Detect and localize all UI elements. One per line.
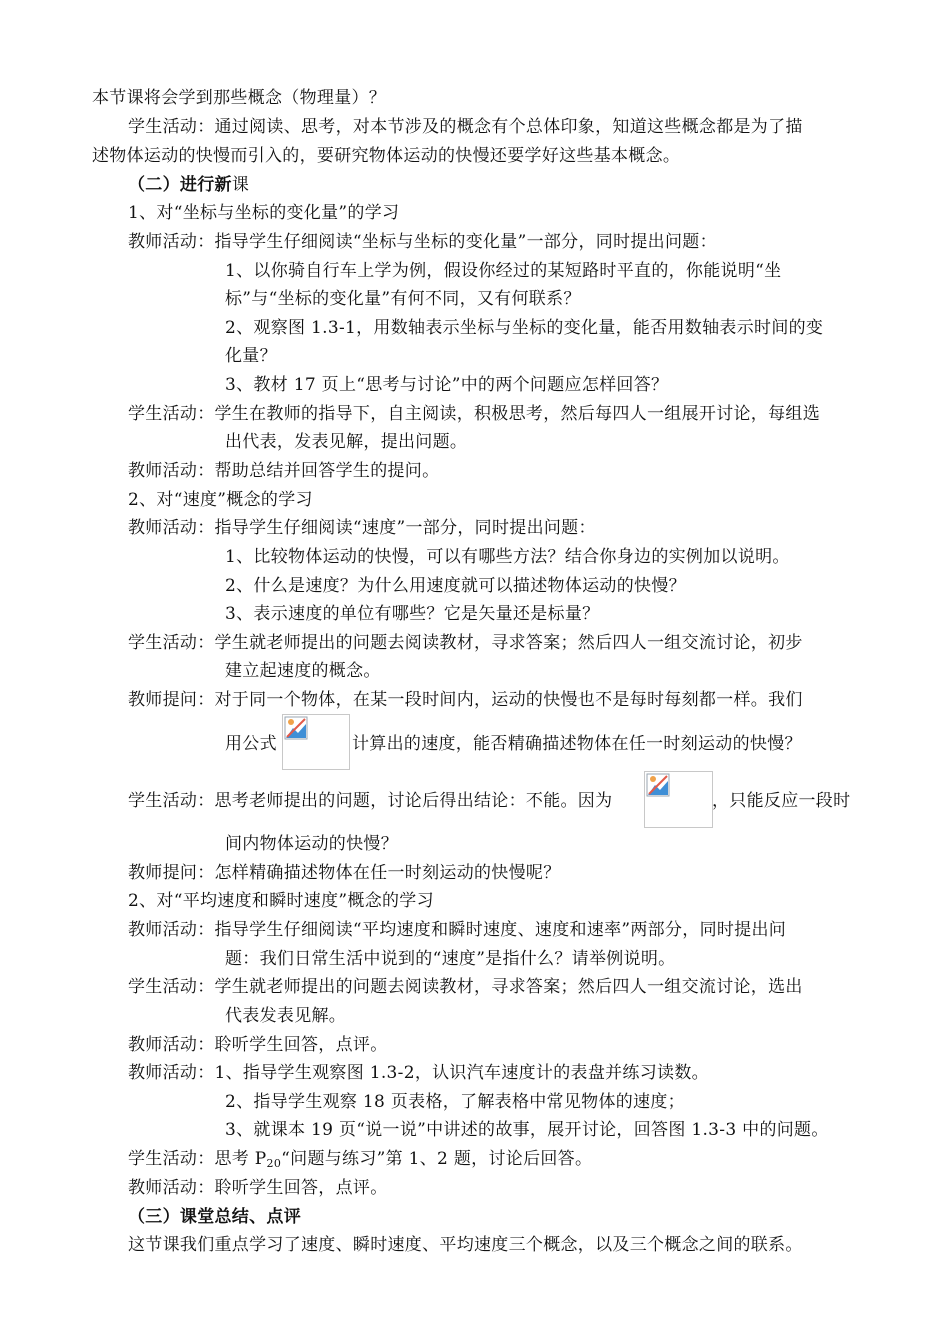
text-line: 学生活动：学生在教师的指导下，自主阅读，积极思考，然后每四人一组展开讨论，每组选 xyxy=(128,404,820,424)
text-line: 题：我们日常生活中说到的“速度”是指什么？请举例说明。 xyxy=(225,949,676,969)
text-line: 这节课我们重点学习了速度、瞬时速度、平均速度三个概念，以及三个概念之间的联系。 xyxy=(128,1235,803,1255)
text-line: 学生活动：通过阅读、思考，对本节涉及的概念有个总体印象，知道这些概念都是为了描 xyxy=(128,117,803,137)
text-segment: “问题与练习”第 1、2 题，讨论后回答。 xyxy=(281,1149,593,1169)
text-line: 教师活动：指导学生仔细阅读“速度”一部分，同时提出问题： xyxy=(128,518,596,538)
section-heading xyxy=(128,174,249,196)
text-line: 建立起速度的概念。 xyxy=(225,661,381,681)
text-line: 2、对“平均速度和瞬时速度”概念的学习 xyxy=(128,891,434,911)
text-line: 教师提问：怎样精确描述物体在任一时刻运动的快慢呢？ xyxy=(128,863,561,883)
text-line: 2、对“速度”概念的学习 xyxy=(128,490,313,510)
text-line: 1、比较物体运动的快慢，可以有哪些方法？结合你身边的实例加以说明。 xyxy=(225,547,790,567)
formula-image xyxy=(282,714,350,770)
text-line: 教师活动：1、指导学生观察图 1.3-2，认识汽车速度计的表盘并练习读数。 xyxy=(128,1063,709,1083)
heading-text: （二）进行新 xyxy=(128,175,232,195)
text-line: 3、教材 17 页上“思考与讨论”中的两个问题应怎样回答？ xyxy=(225,375,669,395)
text-line: 2、指导学生观察 18 页表格，了解表格中常见物体的速度； xyxy=(225,1092,685,1112)
formula-image xyxy=(644,771,713,828)
text-line: 教师活动：帮助总结并回答学生的提问。 xyxy=(128,461,440,481)
text-line: 间内物体运动的快慢？ xyxy=(225,834,398,854)
text-line: 代表发表见解。 xyxy=(225,1006,347,1026)
text-line: 标”与“坐标的变化量”有何不同，又有何联系？ xyxy=(225,289,581,309)
text-line: 3、表示速度的单位有哪些？它是矢量还是标量？ xyxy=(225,604,600,624)
heading-text: 课 xyxy=(231,175,250,195)
text-line: 教师活动：聆听学生回答，点评。 xyxy=(128,1178,388,1198)
text-line: 本节课将会学到那些概念（物理量）？ xyxy=(92,88,387,108)
section-heading: （三）课堂总结、点评 xyxy=(128,1207,301,1227)
text-line: 化量？ xyxy=(225,346,277,366)
text-line: 1、以你骑自行车上学为例，假设你经过的某短路时平直的，你能说明“坐 xyxy=(225,261,782,281)
text-line: 2、什么是速度？为什么用速度就可以描述物体运动的快慢？ xyxy=(225,576,686,596)
text-line: 出代表，发表见解，提出问题。 xyxy=(225,432,468,452)
text-line: 用公式 xyxy=(225,734,277,754)
subscript: 20 xyxy=(266,1157,282,1170)
text-line: 教师活动：聆听学生回答，点评。 xyxy=(128,1035,388,1055)
broken-image-icon xyxy=(646,773,670,797)
text-line: 计算出的速度，能否精确描述物体在任一时刻运动的快慢？ xyxy=(352,734,802,754)
text-line: 教师活动：指导学生仔细阅读“坐标与坐标的变化量”一部分，同时提出问题： xyxy=(128,232,717,252)
text-line: ，只能反应一段时 xyxy=(712,791,851,811)
text-line xyxy=(128,1148,592,1175)
text-line: 述物体运动的快慢而引入的，要研究物体运动的快慢还要学好这些基本概念。 xyxy=(92,146,681,166)
text-line: 学生活动：思考老师提出的问题，讨论后得出结论：不能。因为 xyxy=(128,791,613,811)
text-line: 1、对“坐标与坐标的变化量”的学习 xyxy=(128,203,400,223)
text-line: 学生活动：学生就老师提出的问题去阅读教材，寻求答案；然后四人一组交流讨论，选出 xyxy=(128,977,803,997)
text-line: 学生活动：学生就老师提出的问题去阅读教材，寻求答案；然后四人一组交流讨论，初步 xyxy=(128,633,803,653)
broken-image-icon xyxy=(284,716,308,740)
text-segment: 学生活动：思考 P xyxy=(128,1149,267,1169)
text-line: 3、就课本 19 页“说一说”中讲述的故事，展开讨论，回答图 1.3-3 中的问题。 xyxy=(225,1120,829,1140)
text-line: 教师提问：对于同一个物体，在某一段时间内，运动的快慢也不是每时每刻都一样。我们 xyxy=(128,690,803,710)
text-line: 教师活动：指导学生仔细阅读“平均速度和瞬时速度、速度和速率”两部分，同时提出问 xyxy=(128,920,787,940)
text-line: 2、观察图 1.3-1，用数轴表示坐标与坐标的变化量，能否用数轴表示时间的变 xyxy=(225,318,824,338)
